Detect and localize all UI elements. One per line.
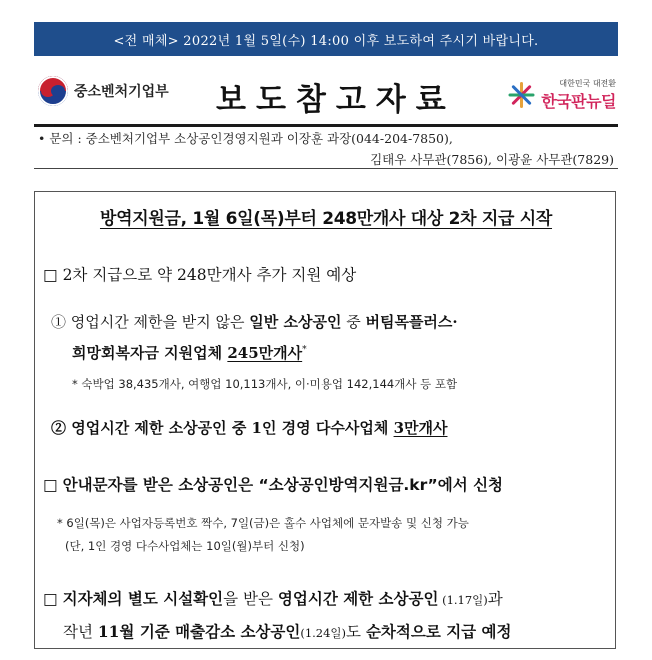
bullet-3-date-2: (1.24일) [300, 626, 347, 640]
bullet-2-marker: □ [43, 476, 58, 494]
item-2-count: 3만개사 [393, 419, 448, 437]
header [34, 64, 618, 124]
brand-slogan: 대한민국 대전환 [559, 79, 616, 88]
item-1-count: 245만개사 [227, 344, 303, 362]
bullet-2-site: “소상공인방역지원금.kr” [258, 476, 438, 494]
bullet-3-line-2-prefix: 작년 [63, 623, 98, 641]
item-2 [51, 417, 447, 438]
bullet-3-line-2-connector: 도 [346, 623, 366, 641]
item-1-note: * 숙박업 38,435개사, 여행업 10,113개사, 이·미용업 142,144개사 등 포함 [72, 377, 458, 391]
bullet-3-connector: 을 받은 [223, 590, 278, 608]
item-1-marker: ① [51, 313, 67, 331]
item-2-text: 영업시간 제한 소상공인 중 1인 경영 다수사업체 [71, 419, 394, 437]
header-divider [34, 124, 618, 127]
item-1-footnote-mark: * [302, 345, 307, 355]
bullet-3-line-2-action: 순차적으로 지급 예정 [365, 622, 512, 641]
bullet-3-marker: □ [43, 590, 58, 608]
bullet-2 [43, 473, 503, 495]
bullet-3-emphasis: 영업시간 제한 소상공인 [277, 589, 439, 608]
item-1-emphasis-2: 버팀목플러스· [365, 313, 458, 331]
item-1-text: 영업시간 제한을 받지 않은 [70, 313, 250, 331]
item-1-line-2 [72, 342, 307, 363]
contact-line-1: • 문의 : 중소벤처기업부 소상공인경영지원과 이장훈 과장(044-204-7850), [38, 131, 453, 146]
ministry-logo [38, 76, 169, 106]
ministry-name: 중소벤처기업부 [74, 84, 169, 100]
headline: 방역지원금, 1월 6일(목)부터 248만개사 대상 2차 지급 시작 [99, 209, 553, 229]
item-1-line-1 [51, 311, 458, 332]
new-deal-logo [505, 78, 616, 112]
bullet-1: □ 2차 지급으로 약 248만개사 추가 지원 예상 [43, 266, 357, 284]
bullet-2-note-1: * 6일(목)은 사업자등록번호 짝수, 7일(금)은 홀수 사업체에 문자발송 및 신청 가능 [57, 516, 469, 530]
brand-name: 한국판뉴딜 [541, 92, 616, 111]
bullet-2-text: 안내문자를 받은 소상공인은 [62, 475, 259, 494]
bullet-3-text: 지자체의 별도 시설확인 [62, 589, 224, 608]
summary-box [34, 191, 616, 649]
bullet-3-line-2-emphasis: 11월 기준 매출감소 소상공인 [97, 622, 301, 641]
item-1-line-2-text: 희망회복자금 지원업체 [72, 344, 228, 362]
embargo-text: <전 매체> 2022년 1월 5일(수) 14:00 이후 보도하여 주시기 바랍니다. [113, 33, 539, 49]
bullet-2-action: 에서 신청 [437, 475, 504, 494]
bullet-3-date-1: (1.17일) [438, 593, 488, 607]
contact-divider [34, 168, 618, 169]
bullet-3-line-2 [63, 620, 512, 642]
embargo-banner [34, 22, 618, 56]
bullet-2-note-2: (단, 1인 경영 다수사업체는 10일(월)부터 신청) [65, 539, 305, 553]
item-1-emphasis: 일반 소상공인 [249, 313, 342, 331]
bullet-3-line-1 [43, 587, 503, 609]
new-deal-star-icon [505, 80, 537, 110]
item-2-marker: ② [51, 419, 67, 437]
bullet-3-and: 과 [487, 590, 503, 608]
contact-line-2: 김태우 사무관(7856), 이광윤 사무관(7829) [370, 152, 614, 167]
taegeuk-emblem-icon [38, 76, 68, 106]
document-type-title: 보도참고자료 [216, 82, 456, 118]
item-1-connector: 중 [341, 313, 366, 331]
